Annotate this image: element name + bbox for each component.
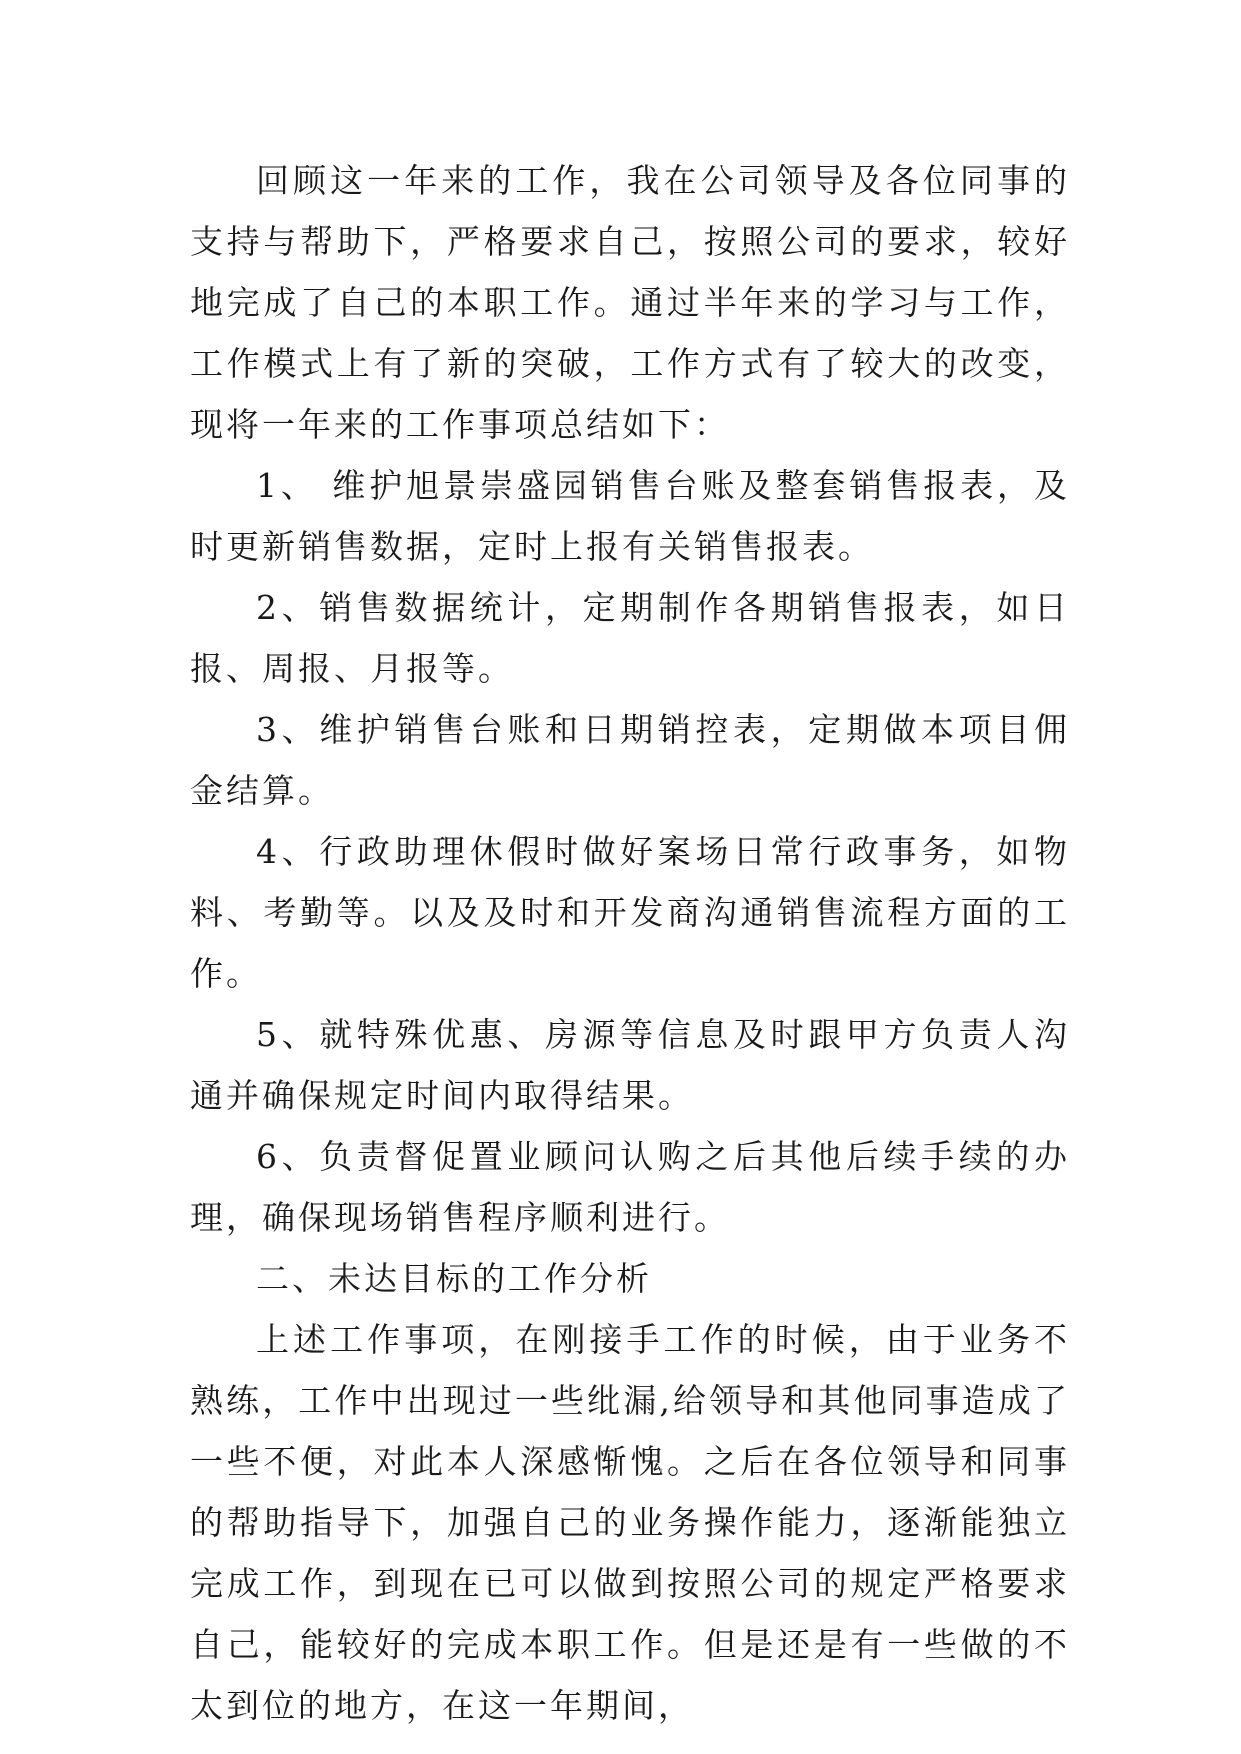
section-heading: 二、未达目标的工作分析: [256, 1259, 652, 1298]
paragraph-item-5: 5、就特殊优惠、房源等信息及时跟甲方负责人沟通并确保规定时间内取得结果。: [190, 1015, 1070, 1115]
paragraph-item-4: 4、行政助理休假时做好案场日常行政事务，如物料、考勤等。以及及时和开发商沟通销售流程方面的工作。: [190, 832, 1070, 993]
paragraph-item-6: 6、负责督促置业顾问认购之后其他后续手续的办理，确保现场销售程序顺利进行。: [190, 1137, 1070, 1237]
paragraph-analysis: 上述工作事项，在刚接手工作的时候，由于业务不熟练，工作中出现过一些纰漏,给领导和其他同事造成了一些不便，对此本人深感惭愧。之后在各位领导和同事的帮助指导下，加强自己的业务操作能力，逐渐能独立完成工作，到现在已可以做到按照公司的规定严格要求自己，能较好的完成本职工作。但是还是有一些做的不太到位的地方，在这一年期间，: [190, 1320, 1070, 1725]
document-body: [190, 150, 1070, 1736]
paragraph-item-1: 1、 维护旭景崇盛园销售台账及整套销售报表，及时更新销售数据，定时上报有关销售报表。: [190, 466, 1070, 566]
paragraph-item-2: 2、销售数据统计，定期制作各期销售报表，如日报、周报、月报等。: [190, 588, 1070, 688]
paragraph-item-3: 3、维护销售台账和日期销控表，定期做本项目佣金结算。: [190, 710, 1070, 810]
paragraph-intro: 回顾这一年来的工作，我在公司领导及各位同事的支持与帮助下，严格要求自己，按照公司的要求，较好地完成了自己的本职工作。通过半年来的学习与工作，工作模式上有了新的突破，工作方式有了较大的改变，现将一年来的工作事项总结如下：: [190, 161, 1070, 444]
